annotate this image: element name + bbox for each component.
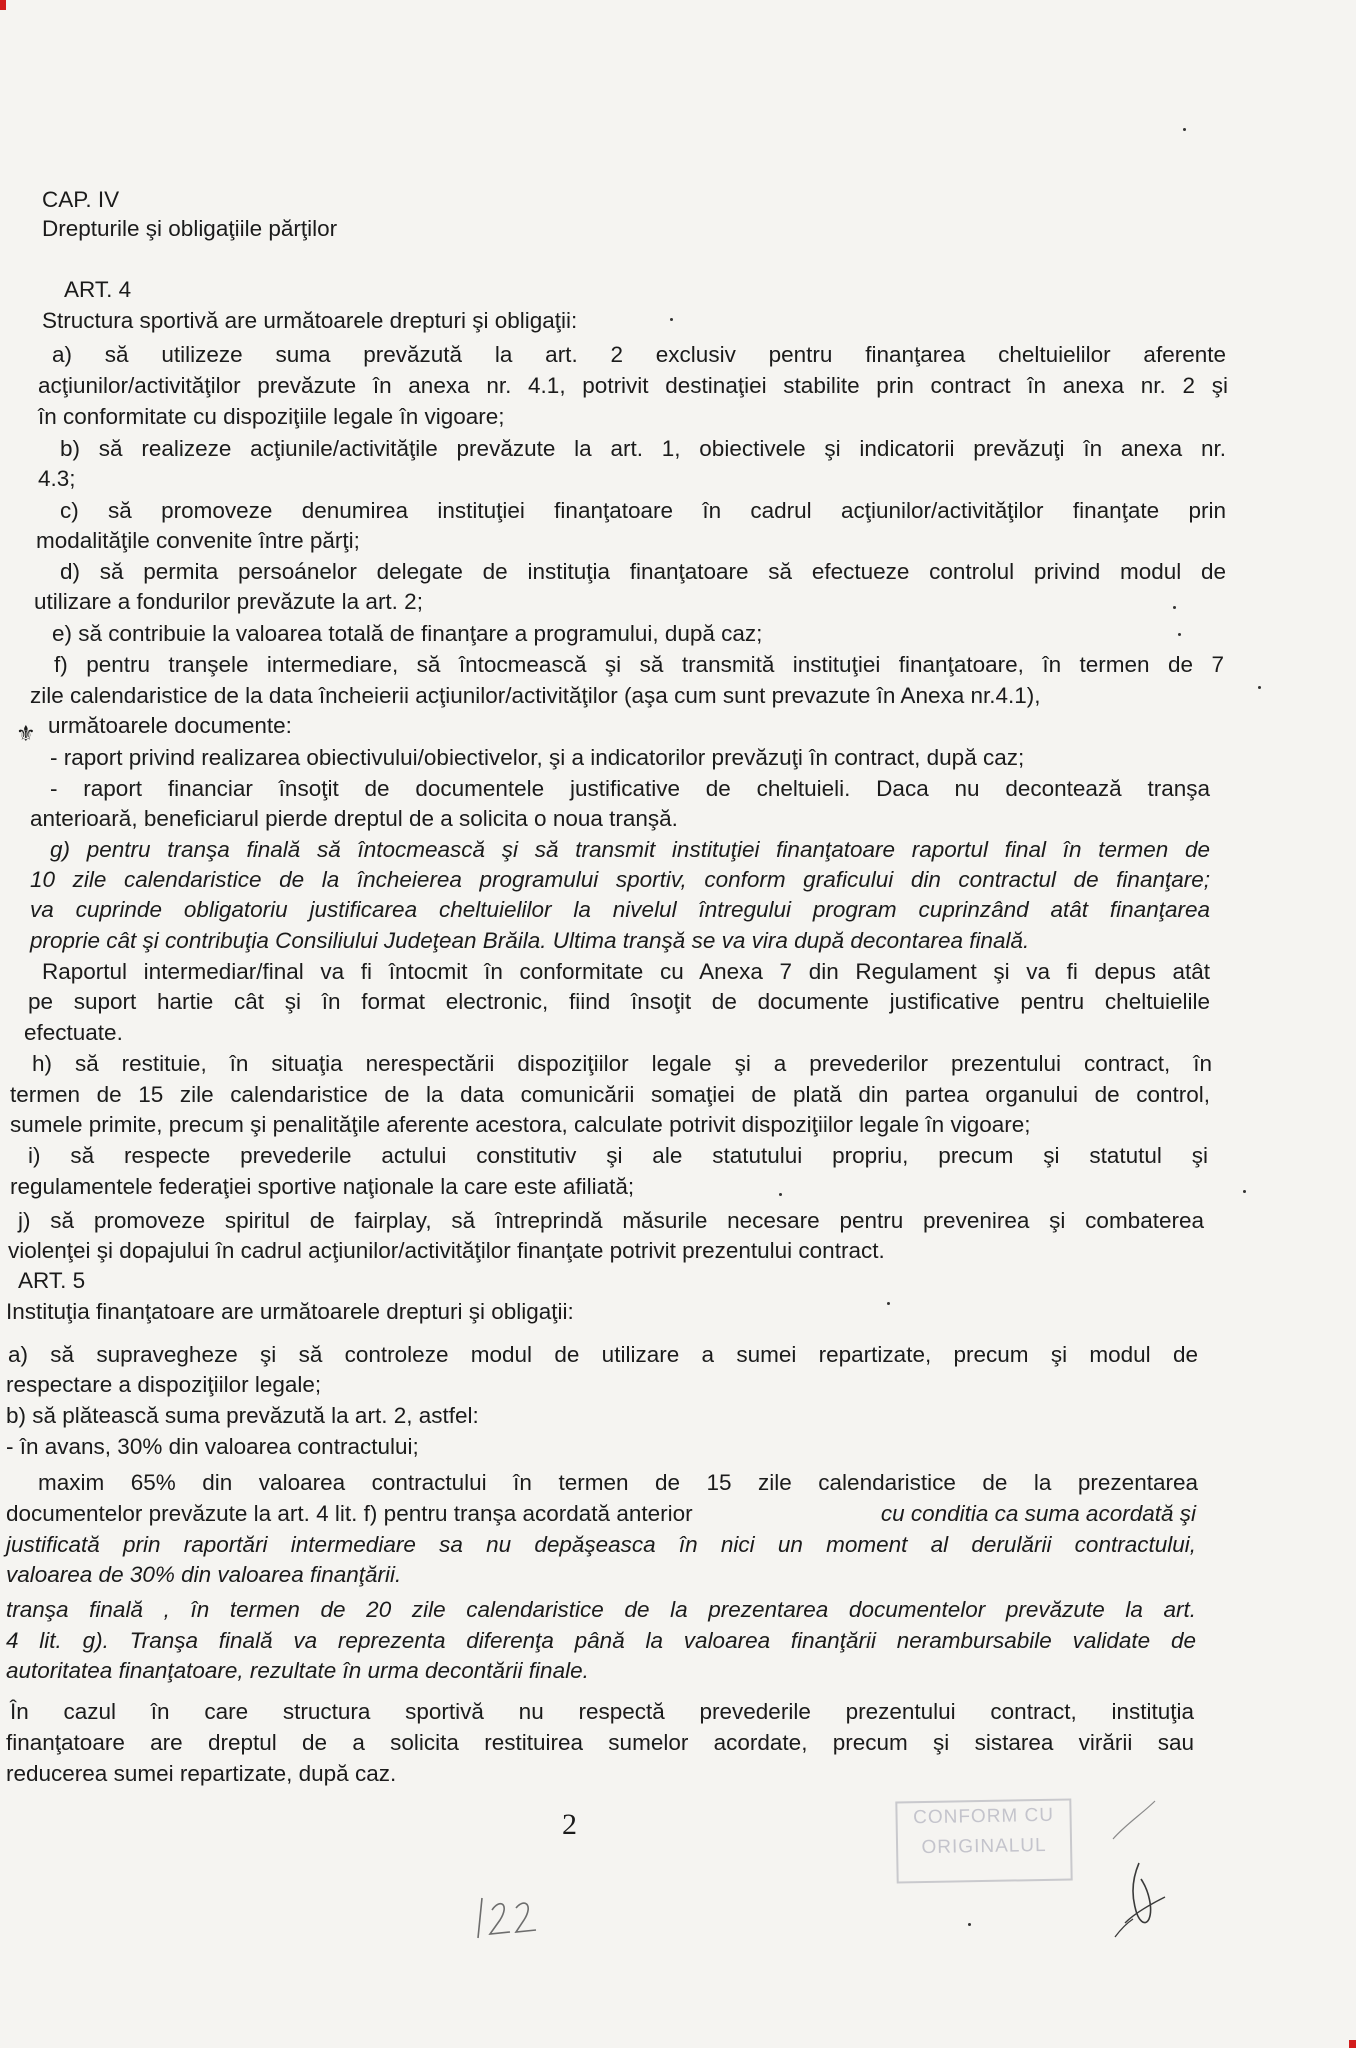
page-number: 2 bbox=[562, 1808, 577, 1841]
art4-g-line3: va cuprinde obligatoriu justificarea cheltuielilor la nivelul întregului program cuprinzând atât finanţarea bbox=[30, 897, 1210, 922]
art4-b-line2: 4.3; bbox=[38, 466, 76, 491]
conform-stamp bbox=[895, 1798, 1072, 1883]
speck bbox=[1183, 128, 1186, 131]
art4-j-line2: violenţei şi dopajului în cadrul acţiunilor/activităţilor finanţate potrivit prezentului contract. bbox=[8, 1238, 885, 1263]
art5-b-line9: autoritatea finanţatoare, rezultate în urma decontării finale. bbox=[6, 1658, 589, 1683]
art5-a-line2: respectare a dispoziţiilor legale; bbox=[6, 1372, 322, 1397]
art4-e-line1: e) să contribuie la valoarea totală de finanţare a programului, după caz; bbox=[52, 621, 763, 646]
art5-a-line1: a) să supravegheze şi să controleze modul de utilizare a sumei repartizate, precum şi modul de bbox=[8, 1342, 1198, 1367]
art4-c-line1: c) să promoveze denumirea instituţiei finanţatoare în cadrul acţiunilor/activităţilor finanţate prin bbox=[60, 498, 1226, 523]
art4-f-line4: - raport privind realizarea obiectivului/obiectivelor, şi a indicatorilor prevăzuţi în contract, după caz; bbox=[50, 745, 1025, 770]
art4-f-line2: zile calendaristice de la data încheierii acţiunilor/activităţilor (aşa cum sunt prevazute în Anexa nr.4.1), bbox=[30, 683, 1041, 708]
art5-c-line2: finanţatoare are dreptul de a solicita restituirea sumelor acordate, precum şi sistarea virării sau bbox=[6, 1730, 1194, 1755]
article-5-intro: Instituţia finanţatoare are următoarele drepturi şi obligaţii: bbox=[6, 1299, 574, 1324]
speck bbox=[1173, 606, 1176, 609]
art5-b-line6: valoarea de 30% din valoarea finanţării. bbox=[6, 1562, 402, 1587]
art4-d-line2: utilizare a fondurilor prevăzute la art. 2; bbox=[34, 589, 423, 614]
art4-f-line6: anterioară, beneficiarul pierde dreptul de a solicita o noua tranşă. bbox=[30, 806, 678, 831]
art4-i-line2: regulamentele federaţiei sportive naţionale la care este afiliată; bbox=[10, 1174, 635, 1199]
speck bbox=[670, 318, 673, 321]
stamp-line-1: CONFORM CU bbox=[912, 1804, 1055, 1829]
speck bbox=[1178, 633, 1181, 636]
art4-g-line2: 10 zile calendaristice de la încheierea programului sportiv, conform graficului din contractul de finanţare; bbox=[30, 867, 1210, 892]
art5-b-line2: - în avans, 30% din valoarea contractului; bbox=[6, 1434, 419, 1459]
art4-h-line1: h) să restituie, în situaţia nerespectării dispoziţiilor legale şi a prevederilor prezentului contract, în bbox=[32, 1051, 1212, 1076]
art4-g-line1: g) pentru tranşa finală să întocmească şi să transmit instituţiei finanţatoare raportul final în termen de bbox=[50, 837, 1210, 862]
article-4-intro: Structura sportivă are următoarele drepturi şi obligaţii: bbox=[42, 308, 578, 333]
scan-edge-mark bbox=[1349, 2040, 1356, 2048]
art4-a-line1: a) să utilizeze suma prevăzută la art. 2 exclusiv pentru finanţarea cheltuielilor aferente bbox=[52, 342, 1226, 367]
art5-b-line4 bbox=[6, 1500, 1196, 1528]
art4-f-line3: următoarele documente: bbox=[48, 713, 292, 738]
art4-f-line1: f) pentru tranşele intermediare, să întocmească şi să transmită instituţiei finanţatoare, în termen de 7 bbox=[54, 652, 1224, 677]
art5-c-line1: În cazul în care structura sportivă nu respectă prevederile prezentului contract, instituţia bbox=[10, 1699, 1194, 1724]
speck bbox=[968, 1923, 971, 1926]
speck bbox=[779, 1193, 782, 1196]
art5-b-line5: justificată prin raportări intermediare sa nu depăşeasca în nici un moment al derulării contractului, bbox=[6, 1532, 1196, 1557]
art4-b-line1: b) să realizeze acţiunile/activităţile prevăzute la art. 1, obiectivele şi indicatorii prevăzuţi în anexa nr. bbox=[60, 436, 1226, 461]
art5-b-line4-italic: cu conditia ca suma acordată şi bbox=[880, 1501, 1196, 1526]
art4-j-line1: j) să promoveze spiritul de fairplay, să întreprindă măsurile necesare pentru prevenirea şi combaterea bbox=[18, 1208, 1204, 1233]
article-4-title: ART. 4 bbox=[64, 277, 132, 302]
speck bbox=[1258, 686, 1261, 689]
art4-report-line3: efectuate. bbox=[24, 1020, 123, 1045]
signature-icon bbox=[1095, 1795, 1175, 1945]
art4-a-line2: acţiunilor/activităţilor prevăzute în anexa nr. 4.1, potrivit destinaţiei stabilite prin contract în anexa nr. 2 şi bbox=[38, 373, 1228, 398]
chapter-number: CAP. IV bbox=[42, 187, 120, 212]
art5-b-line4-text: documentelor prevăzute la art. 4 lit. f) pentru tranşa acordată anterior bbox=[6, 1501, 693, 1526]
art4-report-line1: Raportul intermediar/final va fi întocmit în conformitate cu Anexa 7 din Regulament şi va fi depus atât bbox=[42, 959, 1210, 984]
speck bbox=[887, 1302, 890, 1305]
staple-mark-icon: ⚜ bbox=[16, 721, 36, 746]
art4-i-line1: i) să respecte prevederile actului constitutiv şi ale statutului propriu, precum şi statutul şi bbox=[28, 1143, 1208, 1168]
stamp-line-2: ORIGINALUL bbox=[921, 1834, 1047, 1859]
art5-b-line7: tranşa finală , în termen de 20 zile calendaristice de la prezentarea documentelor prevăzute la art. bbox=[6, 1597, 1196, 1622]
art4-d-line1: d) să permita persoánelor delegate de instituţia finanţatoare să efectueze controlul privind modul de bbox=[60, 559, 1226, 584]
art4-a-line3: în conformitate cu dispoziţiile legale în vigoare; bbox=[38, 404, 505, 429]
art4-c-line2: modalităţile convenite între părţi; bbox=[36, 528, 360, 553]
art4-report-line2: pe suport hartie cât şi în format electronic, fiind însoţit de documente justificative pentru cheltuielile bbox=[28, 989, 1210, 1014]
handwritten-note-icon bbox=[470, 1890, 550, 1950]
article-5-title: ART. 5 bbox=[18, 1268, 86, 1293]
art5-c-line3: reducerea sumei repartizate, după caz. bbox=[6, 1761, 397, 1786]
art5-b-line1: b) să plătească suma prevăzută la art. 2, astfel: bbox=[6, 1403, 479, 1428]
art5-b-line3: maxim 65% din valoarea contractului în termen de 15 zile calendaristice de la prezentarea bbox=[38, 1470, 1198, 1495]
scan-edge-mark bbox=[0, 0, 6, 10]
art4-f-line5: - raport financiar însoţit de documentele justificative de cheltuieli. Daca nu decontează tranşa bbox=[50, 776, 1210, 801]
speck bbox=[1243, 1190, 1246, 1193]
art4-g-line4: proprie cât şi contribuţia Consiliului Judeţean Brăila. Ultima tranşă se va vira după decontarea finală. bbox=[30, 928, 1030, 953]
chapter-title: Drepturile şi obligaţiile părţilor bbox=[42, 216, 338, 241]
art5-b-line8: 4 lit. g). Tranşa finală va reprezenta diferenţa până la valoarea finanţării nerambursabile validate de bbox=[6, 1628, 1196, 1653]
art4-h-line2: termen de 15 zile calendaristice de la data comunicării somaţiei de plată din partea organului de control, bbox=[10, 1082, 1210, 1107]
art4-h-line3: sumele primite, precum şi penalităţile aferente acestora, calculate potrivit dispoziţiilor legale în vigoare; bbox=[10, 1112, 1031, 1137]
